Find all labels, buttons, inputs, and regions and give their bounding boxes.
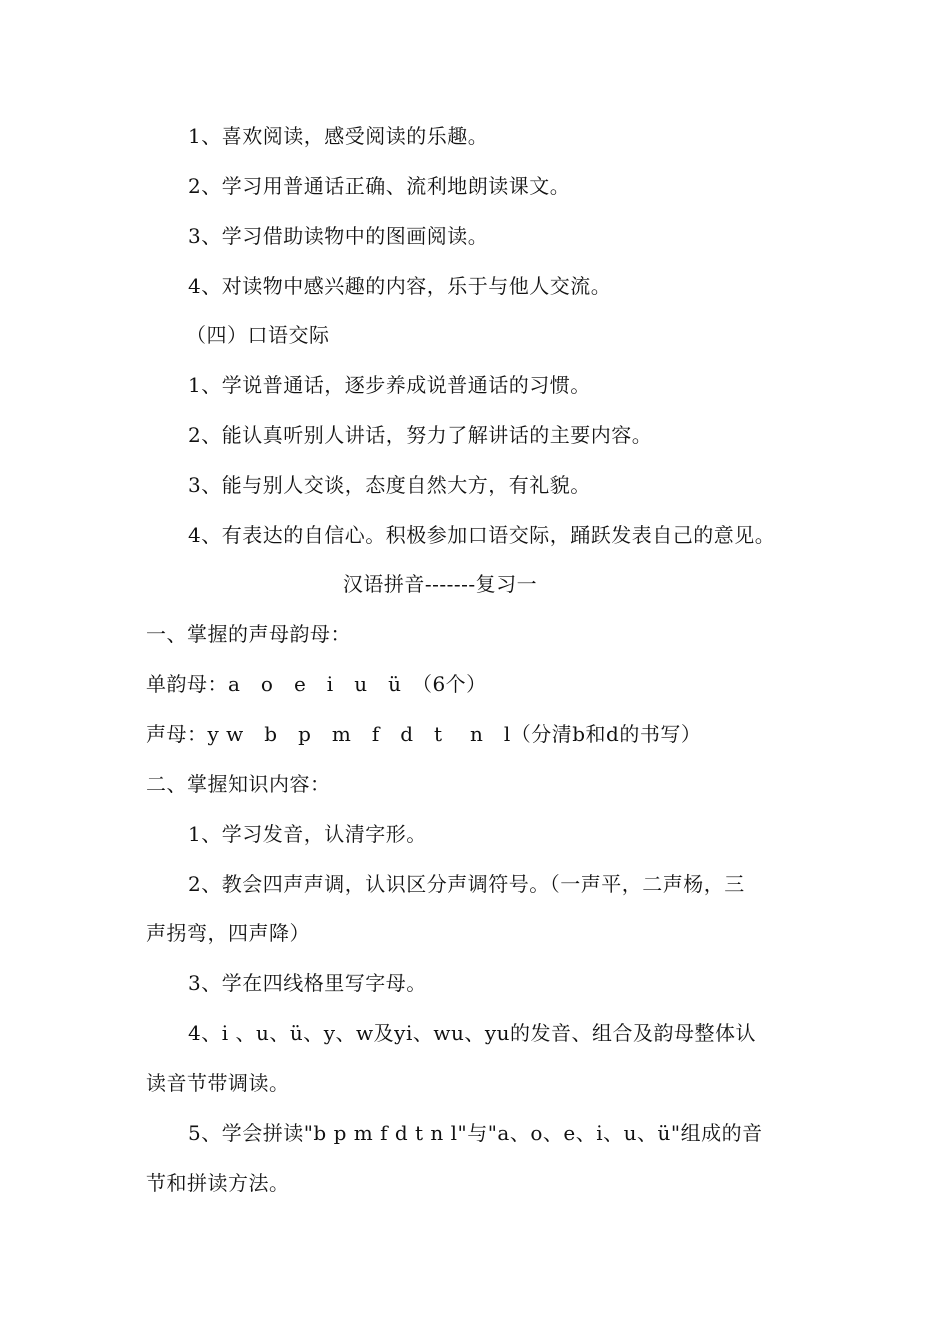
point-4-line-2: 读音节带调读。	[146, 1071, 290, 1095]
oral-item-2: 2、能认真听别人讲话，努力了解讲话的主要内容。	[188, 423, 653, 447]
vowels-line: 单韵母：a o e i u ü （6个）	[146, 672, 487, 696]
point-4-line-1: 4、i 、u、ü、y、w及yi、wu、yu的发音、组合及韵母整体认	[188, 1021, 757, 1045]
oral-item-3: 3、能与别人交谈，态度自然大方，有礼貌。	[188, 473, 591, 497]
section2-heading: 二、掌握知识内容：	[146, 772, 331, 796]
reading-item-4: 4、对读物中感兴趣的内容，乐于与他人交流。	[188, 274, 612, 298]
point-1: 1、学习发音，认清字形。	[188, 822, 427, 846]
reading-item-3: 3、学习借助读物中的图画阅读。	[188, 224, 489, 248]
reading-item-1: 1、喜欢阅读，感受阅读的乐趣。	[188, 124, 489, 148]
point-3: 3、学在四线格里写字母。	[188, 971, 427, 995]
oral-item-4: 4、有表达的自信心。积极参加口语交际，踊跃发表自己的意见。	[188, 523, 776, 547]
point-5-line-1: 5、学会拼读"b p m f d t n l"与"a、o、e、i、u、ü"组成的音	[188, 1121, 763, 1145]
reading-item-2: 2、学习用普通话正确、流利地朗读课文。	[188, 174, 571, 198]
point-2-line-2: 声拐弯，四声降）	[146, 921, 310, 945]
point-2-line-1: 2、教会四声声调，认识区分声调符号。（一声平，二声杨，三	[188, 872, 745, 896]
oral-item-1: 1、学说普通话，逐步养成说普通话的习惯。	[188, 373, 591, 397]
point-5-line-2: 节和拼读方法。	[146, 1171, 290, 1195]
oral-heading: （四）口语交际	[186, 323, 330, 347]
section1-heading: 一、掌握的声母韵母：	[146, 622, 351, 646]
consonants-line: 声母：y w b p m f d t n l（分清b和d的书写）	[146, 722, 702, 746]
pinyin-title: 汉语拼音-------复习一	[342, 572, 538, 596]
